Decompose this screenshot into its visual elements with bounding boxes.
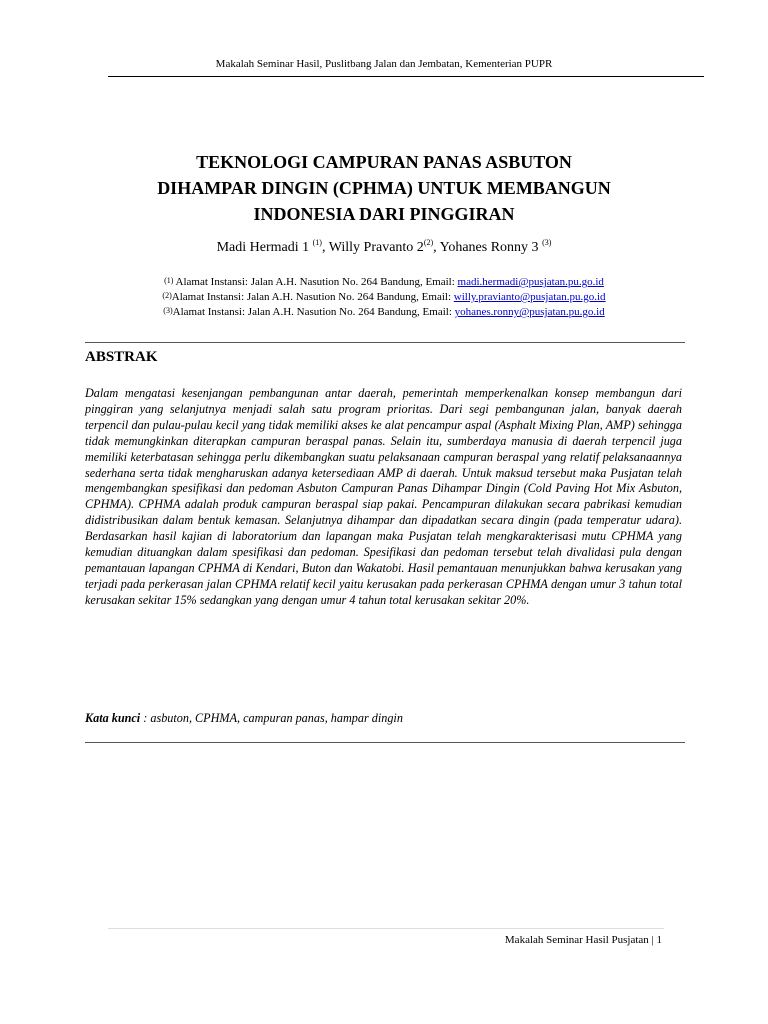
affiliation-3-email-link[interactable]: yohanes.ronny@pusjatan.pu.go.id bbox=[454, 306, 605, 318]
author-3-name: Yohanes Ronny 3 bbox=[439, 240, 543, 255]
affiliation-3-sup: (3) bbox=[163, 306, 173, 315]
abstract-body: Dalam mengatasi kesenjangan pembangunan antar daerah, pemerintah memperkenalkan konsep membangun dari pinggiran yang selanjutnya menjadi salah satu program prioritas. Dari segi pembangunan jalan, banyak daerah terpencil dan pulau-pulau kecil yang tidak memiliki akses ke alat pencampur aspal (Asphalt Mixing Plan, AMP) sehingga tidak memungkinkan diterapkan campuran beraspal panas. Selain itu, sumberdaya manusia di daerah terpencil juga memiliki keterbatasan sehingga perlu dikembangkan suatu pelaksanaan campuran beraspal yang relatif pelaksanaannya sederhana serta tidak mengharuskan adanya ketersediaan AMP di daerah. Untuk maksud tersebut maka Pusjatan telah mengembangkan spesifikasi dan pedoman Asbuton Campuran Panas Dihampar Dingin (Cold Paving Hot Mix Asbuton, CPHMA). CPHMA adalah produk campuran beraspal siap pakai. Pencampuran dilakukan secara pabrikasi kemudian didistribusikan dalam bentuk kemasan. Selanjutnya dihampar dan dipadatkan secara dingin (pada temperatur udara). Berdasarkan hasil kajian di laboratorium dan lapangan maka Pusjatan telah mengkarakterisasi mutu CPHMA yang kemudian dituangkan dalam spesifikasi dan pedoman. Spesifikasi dan pedoman tersebut telah divalidasi pula dengan pemantauan lapangan CPHMA di Kendari, Buton dan Wakatobi. Hasil pemantauan menunjukkan bahwa kerusakan yang terjadi pada perkerasan jalan CPHMA relatif kecil yaitu kerusakan pada perkerasan CPHMA dengan umur 3 tahun total kerusakan sekitar 15% sedangkan yang dengan umur 4 tahun total kerusakan sekitar 20%. bbox=[85, 386, 682, 607]
affiliation-1-prefix: Alamat Instansi bbox=[173, 276, 245, 288]
title-line-2: DIHAMPAR DINGIN (CPHMA) UNTUK MEMBANGUN bbox=[157, 178, 611, 198]
author-3-sup: (3) bbox=[542, 238, 552, 247]
affiliation-2-prefix: Alamat Instansi bbox=[171, 291, 242, 303]
author-1-sep: , bbox=[321, 240, 329, 255]
abstract-bottom-rule bbox=[85, 742, 685, 743]
running-header: Makalah Seminar Hasil, Puslitbang Jalan dan Jembatan, Kementerian PUPR bbox=[215, 58, 553, 70]
author-2-sep: , bbox=[433, 240, 440, 255]
footer-rule bbox=[108, 928, 664, 929]
affiliation-2-address: : Jalan A.H. Nasution No. 264 Bandung, Email: bbox=[241, 291, 454, 303]
author-1-name: Madi Hermadi 1 bbox=[216, 240, 313, 255]
affiliation-2-email-link[interactable]: willy.pravianto@pusjatan.pu.go.id bbox=[453, 291, 606, 303]
author-list bbox=[0, 240, 768, 256]
abstract-heading: ABSTRAK bbox=[85, 349, 158, 365]
author-1-sup: (1) bbox=[312, 238, 322, 247]
title-line-1: TEKNOLOGI CAMPURAN PANAS ASBUTON bbox=[196, 152, 572, 172]
affiliation-1 bbox=[0, 275, 768, 290]
keywords-value: : asbuton, CPHMA, campuran panas, hampar dingin bbox=[140, 711, 403, 725]
affiliations bbox=[0, 275, 768, 320]
affiliation-1-email-link[interactable]: madi.hermadi@pusjatan.pu.go.id bbox=[457, 276, 604, 288]
abstract-top-rule bbox=[85, 342, 685, 343]
page-footer: Makalah Seminar Hasil Pusjatan | 1 bbox=[504, 934, 662, 946]
affiliation-1-sup: (1) bbox=[164, 276, 174, 285]
keywords bbox=[85, 711, 682, 726]
title-line-3: INDONESIA DARI PINGGIRAN bbox=[253, 204, 515, 224]
author-2-sup: (2) bbox=[423, 238, 434, 247]
affiliation-2-sup: (2) bbox=[162, 291, 172, 300]
author-2-name: Willy Pravanto 2 bbox=[328, 240, 424, 255]
affiliation-3-prefix: Alamat Instansi bbox=[172, 306, 242, 318]
affiliation-3 bbox=[0, 305, 768, 320]
paper-title bbox=[90, 149, 678, 227]
affiliation-3-address: : Jalan A.H. Nasution No. 264 Bandung, Email: bbox=[241, 306, 455, 318]
affiliation-2 bbox=[0, 290, 768, 305]
header-rule bbox=[108, 76, 704, 77]
keywords-label: Kata kunci bbox=[85, 711, 141, 725]
affiliation-1-address: : Jalan A.H. Nasution No. 264 Bandung, Email: bbox=[244, 276, 458, 288]
